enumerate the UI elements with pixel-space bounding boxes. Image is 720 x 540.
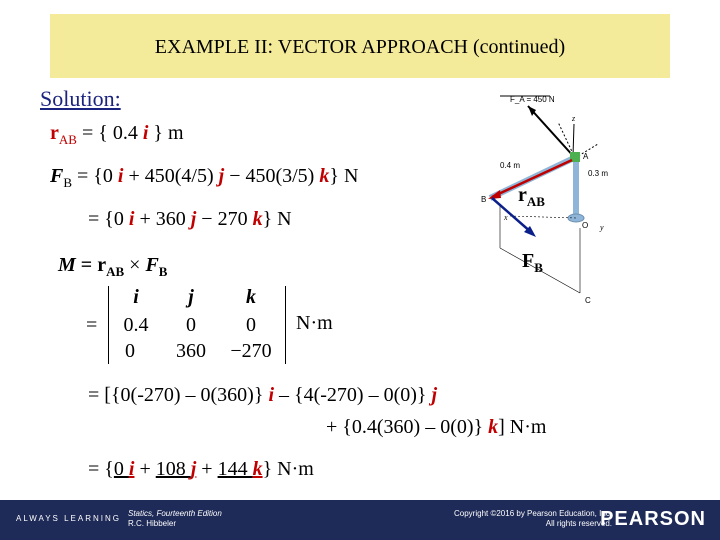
eq-r-ab: [50, 122, 184, 148]
footer-bar: [0, 500, 720, 540]
unit-j: j: [190, 458, 197, 480]
fa-force-arrow: [528, 106, 575, 158]
copyright-text: Copyright ©2016 by Pearson Education, Inc.: [454, 509, 612, 518]
y-axis-label: y: [600, 223, 604, 232]
point-a-label: A: [583, 152, 589, 161]
book-author: R.C. Hibbeler: [128, 519, 177, 528]
fb2-text-d: } N: [262, 208, 292, 230]
res-value-i: 0: [113, 458, 129, 480]
fb-text-d: } N: [329, 165, 359, 187]
det-cell: 0: [125, 340, 135, 362]
m-equals: =: [75, 254, 98, 276]
m-symbol: M: [58, 254, 76, 276]
point-c-label: C: [585, 296, 591, 305]
point-o-label: O: [582, 221, 589, 230]
length-03: 0.3 m: [588, 169, 609, 178]
unit-i: i: [128, 458, 135, 480]
f-subscript: B: [158, 264, 168, 279]
res-plus: +: [134, 458, 156, 480]
r-text-b: } m: [148, 122, 184, 144]
det-cell-j: j: [188, 286, 194, 308]
unit-i: i: [268, 384, 275, 406]
fb2-text-c: − 270: [196, 208, 253, 230]
unit-k: k: [319, 165, 330, 187]
det-unit: N·m: [296, 312, 333, 334]
z-axis-label: z: [572, 114, 576, 123]
point-b-label: B: [481, 195, 487, 204]
fb-text-c: − 450(3/5): [224, 165, 320, 187]
fa-label: F_A = 450 N: [510, 95, 555, 104]
cross-sign: ×: [124, 254, 146, 276]
det-cell: 0: [246, 314, 256, 336]
fb-text-b: + 450(4/5): [123, 165, 219, 187]
fb-text-a: = {0: [72, 165, 118, 187]
slide-title: EXAMPLE II: VECTOR APPROACH (continued): [154, 36, 566, 58]
unit-i: i: [128, 208, 135, 230]
expansion-line-1: [88, 384, 437, 407]
x-axis-label: x: [504, 213, 508, 222]
unit-j: j: [190, 208, 197, 230]
r-symbol: r: [97, 254, 107, 276]
fb2-text-b: + 360: [134, 208, 191, 230]
det-cell: 0: [186, 314, 196, 336]
f-symbol: F: [145, 254, 159, 276]
res-value-k: 144: [217, 458, 253, 480]
res-plus: +: [196, 458, 218, 480]
dimension-line: [510, 216, 576, 218]
unit-i: i: [117, 165, 124, 187]
footer-tagline: ALWAYS LEARNING: [16, 514, 121, 523]
pearson-logo: PEARSON: [600, 508, 706, 530]
unit-k: k: [252, 458, 263, 480]
f-subscript: B: [63, 175, 73, 190]
exp-text-b: – {4(-270) – 0(0)}: [274, 384, 432, 406]
r-subscript: AB: [58, 132, 77, 147]
det-cell: 0.4: [123, 314, 149, 336]
rights-text: All rights reserved.: [545, 519, 612, 528]
det-cell: −270: [230, 340, 272, 362]
det-cell-i: i: [133, 286, 139, 308]
exp-text-a: = [{0(-270) – 0(360)}: [88, 384, 269, 406]
det-cell-k: k: [246, 286, 256, 308]
f-b-subscript: B: [534, 260, 543, 275]
f-symbol: F: [50, 165, 64, 187]
res-close: } N·m: [262, 458, 314, 480]
result-line: [88, 458, 314, 481]
r-ab-subscript: AB: [526, 194, 545, 209]
book-title: Statics, Fourteenth Edition: [128, 509, 222, 518]
unit-i: i: [142, 122, 149, 144]
f-b-label: [522, 250, 543, 276]
r-subscript: AB: [106, 264, 125, 279]
exp-text-c: + {0.4(360) – 0(0)}: [326, 416, 489, 438]
title-banner: [50, 14, 670, 78]
eq-moment: [58, 254, 167, 280]
length-04: 0.4 m: [500, 161, 521, 170]
f-b-symbol: F: [522, 250, 535, 272]
r-symbol: r: [50, 122, 59, 144]
r-ab-symbol: r: [518, 184, 527, 206]
r-text-a: = { 0.4: [76, 122, 143, 144]
z-axis-line: [573, 124, 574, 156]
r-ab-label: [518, 184, 545, 210]
unit-j: j: [218, 165, 225, 187]
res-open: = {: [88, 458, 114, 480]
det-equals: =: [86, 314, 98, 336]
res-value-j: 108: [155, 458, 191, 480]
unit-j: j: [431, 384, 438, 406]
expansion-line-2: [326, 416, 546, 439]
exp-text-d: ] N·m: [498, 416, 547, 438]
determinant-matrix: [108, 286, 286, 364]
eq-f-b: [50, 165, 358, 191]
solution-label: Solution:: [40, 86, 121, 111]
unit-k: k: [252, 208, 263, 230]
fb2-text-a: = {0: [88, 208, 129, 230]
eq-f-b-simplified: [88, 208, 292, 231]
footer-book-info: [128, 509, 222, 529]
r-ab-arrowhead: [488, 190, 501, 199]
det-cell: 360: [176, 340, 206, 362]
unit-k: k: [488, 416, 499, 438]
footer-copyright: [454, 509, 612, 529]
